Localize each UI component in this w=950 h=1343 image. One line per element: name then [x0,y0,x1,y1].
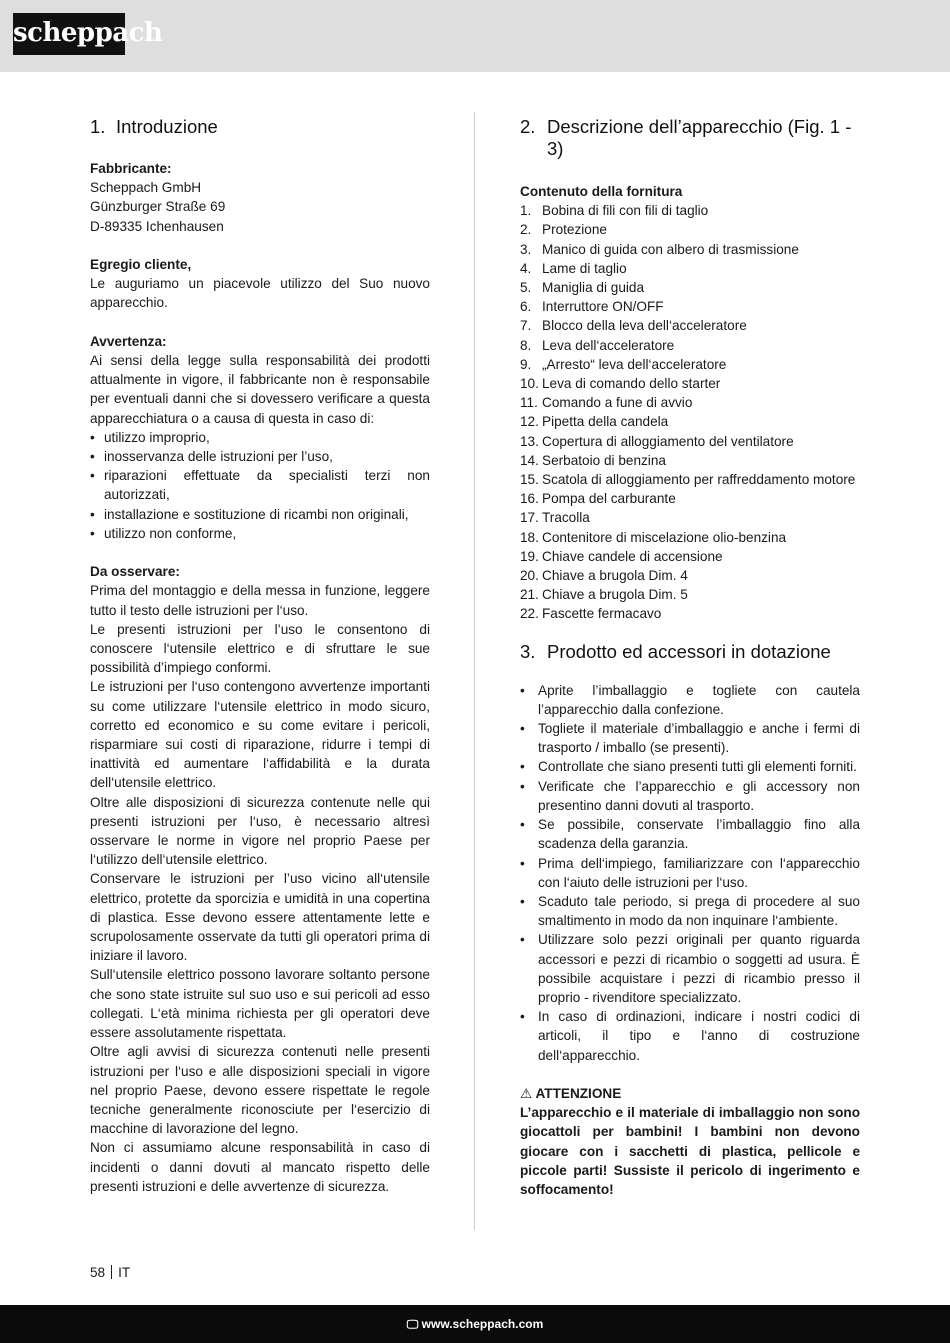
item-number: 10. [520,376,539,392]
observe-paragraph: Sull‘utensile elettrico possono lavorare soltanto persone che sono state istruite sul suo uso e sui pericoli ad esso collegati. L‘età minima richiesta per gli operatori deve essere assolutamente rispettata. [90,967,430,1041]
item-text: Fascette fermacavo [542,606,662,622]
contents-list [520,201,860,623]
item-number: 3. [520,241,532,257]
monitor-icon: 🖵︎ [406,1317,419,1331]
item-number: 9. [520,356,532,372]
observe-paragraph: Oltre agli avvisi di sicurezza contenuti nelle presenti istruzioni per l‘uso e alle disposizioni speciali in vigore nel proprio Paese, devono essere rispettate le regole tecniche generalmente riconosciute per l‘esercizio di macchine di lavorazione del legno. [90,1044,430,1137]
section-number: 2. [520,116,536,137]
contents-item [520,201,860,220]
item-text: Chiave a brugola Dim. 5 [542,587,688,603]
dear-customer-label: Egregio cliente, [90,257,192,272]
item-text: Chiave a brugola Dim. 4 [542,568,688,584]
section-title: Prodotto ed accessori in dotazione [547,640,831,662]
contents-item [520,355,860,374]
item-text: Bobina di fili con fili di taglio [542,203,709,219]
item-text: Protezione [542,222,607,238]
item-number: 5. [520,280,532,296]
item-text: Serbatoio di benzina [542,452,666,468]
list-item: • In caso di ordinazioni, indicare i nostri codici di articoli, il tipo e l‘anno di costruzione dell‘apparecchio. [520,1007,860,1065]
item-number: 21. [520,587,539,603]
manufacturer-line: Günzburger Straße 69 [90,199,226,215]
section-title: Introduzione [116,116,218,137]
item-number: 13. [520,433,539,449]
contents-item [520,336,860,355]
list-item: • Utilizzare solo pezzi originali per quanto riguarda accessori e pezzi di ricambio o soggetti ad usura. È possibile acquistare i pezzi di ricambio presso il proprio - rivenditore specializzato. [520,930,860,1007]
list-item: • Verificate che l’apparecchio e gli accessory non presentino danni dovuti al trasporto. [520,777,860,815]
contents-item [520,297,860,316]
contents-item [520,259,860,278]
list-item: • Prima dell‘impiego, familiarizzare con l‘apparecchio con l‘aiuto delle istruzioni per l‘uso. [520,854,860,892]
section-2-heading [520,116,860,160]
item-number: 16. [520,491,539,507]
item-number: 15. [520,472,539,488]
item-text: Copertura di alloggiamento del ventilatore [542,433,794,449]
column-divider [474,112,475,1230]
footer-bar [0,1305,950,1343]
contents-item [520,393,860,412]
page-number [90,1265,130,1280]
list-item: • installazione e sostituzione di ricambi non originali, [90,505,430,524]
page-number-value: 58 [90,1265,106,1280]
item-number: 11. [520,395,538,411]
item-text: „Arresto“ leva dell‘acceleratore [542,356,727,372]
left-column [90,112,430,1196]
list-item: • inosservanza delle istruzioni per l’uso, [90,447,430,466]
accessories-list [520,681,860,1065]
item-text: Tracolla [542,510,590,526]
item-number: 4. [520,260,532,276]
item-text: Pompa del carburante [542,491,676,507]
liability-list [90,428,430,543]
contents-item [520,412,860,431]
section-number: 1. [90,116,106,137]
website-link[interactable]: www.scheppach.com [421,1317,544,1331]
observe-paragraph: Oltre alle disposizioni di sicurezza contenute nelle qui presenti istruzioni per l‘uso, è necessario altresì osservare le norme in vigore nel proprio Paese per l‘utilizzo dell‘utensile elettrico. [90,794,430,868]
contents-item [520,604,860,623]
item-text: Interruttore ON/OFF [542,299,664,315]
right-column [520,112,860,1199]
contents-item [520,508,860,527]
list-item: • Controllate che siano presenti tutti gli elementi forniti. [520,757,860,776]
item-number: 17. [520,510,539,526]
manufacturer-line: Scheppach GmbH [90,180,202,196]
observe-paragraph: Conservare le istruzioni per l’uso vicino all‘utensile elettrico, protette da sporcizia e umidità in una copertina di plastica. Esse devono essere attentamente lette e scrupolosamente osservate da tutti gli operatori prima di iniziare il lavoro. [90,871,430,964]
item-text: Pipetta della candela [542,414,669,430]
item-text: Blocco della leva dell‘acceleratore [542,318,747,334]
section-number: 3. [520,640,536,662]
item-text: Lame di taglio [542,260,627,276]
attention-label: ⚠ ATTENZIONE [520,1085,622,1101]
scheppach-logo: scheppach [13,13,125,55]
warning-text: Ai sensi della legge sulla responsabilità dei prodotti attualmente in vigore, il fabbricante non è responsabile per eventuali danni che si dovessero verificare a questa apparecchiatura o a causa di questa in caso di: [90,353,430,426]
list-item: • riparazioni effettuate da specialisti terzi non autorizzati, [90,466,430,504]
list-item: • Aprite l’imballaggio e togliete con cautela l’apparecchio dalla confezione. [520,681,860,719]
item-text: Chiave candele di accensione [542,548,723,564]
item-number: 7. [520,318,532,334]
list-item: • Se possibile, conservate l’imballaggio fino alla scadenza della garanzia. [520,815,860,853]
contents-label: Contenuto della fornitura [520,184,683,199]
observe-paragraph: Le presenti istruzioni per l’uso le consentono di conoscere l‘utensile elettrico e di sfruttare le sue possibilità d’impiego conformi. [90,621,430,676]
list-item: • Togliete il materiale d’imballaggio e anche i fermi di trasporto / imballo (se presenti). [520,719,860,757]
manufacturer-line: D-89335 Ichenhausen [90,218,224,234]
item-number: 14. [520,452,539,468]
item-number: 19. [520,548,539,564]
contents-item [520,489,860,508]
item-number: 6. [520,299,532,315]
contents-item [520,451,860,470]
observe-paragraph: Le istruzioni per l‘uso contengono avvertenze importanti su come utilizzare l‘utensile elettrico in modo sicuro, corretto ed economico e su come evitare i pericoli, risparmiare sui costi di riparazione, ridurre i tempi di inattività ed aumentare l‘affidabilità e la durata dell‘utensile elettrico. [90,679,430,791]
item-number: 1. [520,203,532,219]
contents-item [520,278,860,297]
observe-paragraph: Prima del montaggio e della messa in funzione, leggere tutto il testo delle istruzioni per l‘uso. [90,583,430,618]
section-3-heading [520,641,860,663]
manufacturer-label: Fabbricante: [90,161,172,176]
item-text: Scatola di alloggiamento per raffreddamento motore [542,472,856,488]
observe-paragraph: Non ci assumiamo alcune responsabilità in caso di incidenti o danni dovuti al mancato rispetto delle presenti istruzioni e delle avvertenze di sicurezza. [90,1140,430,1194]
item-text: Contenitore di miscelazione olio-benzina [542,529,787,545]
dear-customer-text: Le auguriamo un piacevole utilizzo del Suo nuovo apparecchio. [90,276,430,311]
observe-label: Da osservare: [90,564,180,580]
item-text: Maniglia di guida [542,280,645,296]
item-number: 2. [520,222,532,238]
contents-item [520,528,860,547]
item-number: 12. [520,414,539,430]
contents-item [520,316,860,335]
section-1-heading [90,116,430,138]
item-text: Comando a fune di avvio [542,395,693,411]
contents-item [520,432,860,451]
item-number: 8. [520,337,532,353]
contents-item [520,220,860,239]
contents-item [520,566,860,585]
item-number: 22. [520,606,539,622]
item-number: 20. [520,568,539,584]
item-text: Manico di guida con albero di trasmissione [542,241,799,257]
list-item: • utilizzo non conforme, [90,524,430,543]
list-item: • utilizzo improprio, [90,428,430,447]
item-text: Leva dell‘acceleratore [542,337,675,353]
item-number: 18. [520,529,539,545]
contents-item [520,374,860,393]
contents-item [520,547,860,566]
warning-label: Avvertenza: [90,333,167,349]
contents-item [520,585,860,604]
contents-item [520,240,860,259]
language-code: IT [118,1265,131,1280]
section-title: Descrizione dell’apparecchio (Fig. 1 - 3) [547,116,852,159]
list-item: • Scaduto tale periodo, si prega di procedere al suo smaltimento in modo da non inquinare l‘ambiente. [520,892,860,930]
contents-item [520,470,860,489]
top-header-bar [0,0,950,72]
item-text: Leva di comando dello starter [542,376,721,392]
attention-text: L’apparecchio e il materiale di imballaggio non sono giocattoli per bambini! I bambini non devono giocare con i sacchetti di plastica, pellicole e piccole parti! Sussiste il pericolo di ingerimento e soffocamento! [520,1105,860,1197]
